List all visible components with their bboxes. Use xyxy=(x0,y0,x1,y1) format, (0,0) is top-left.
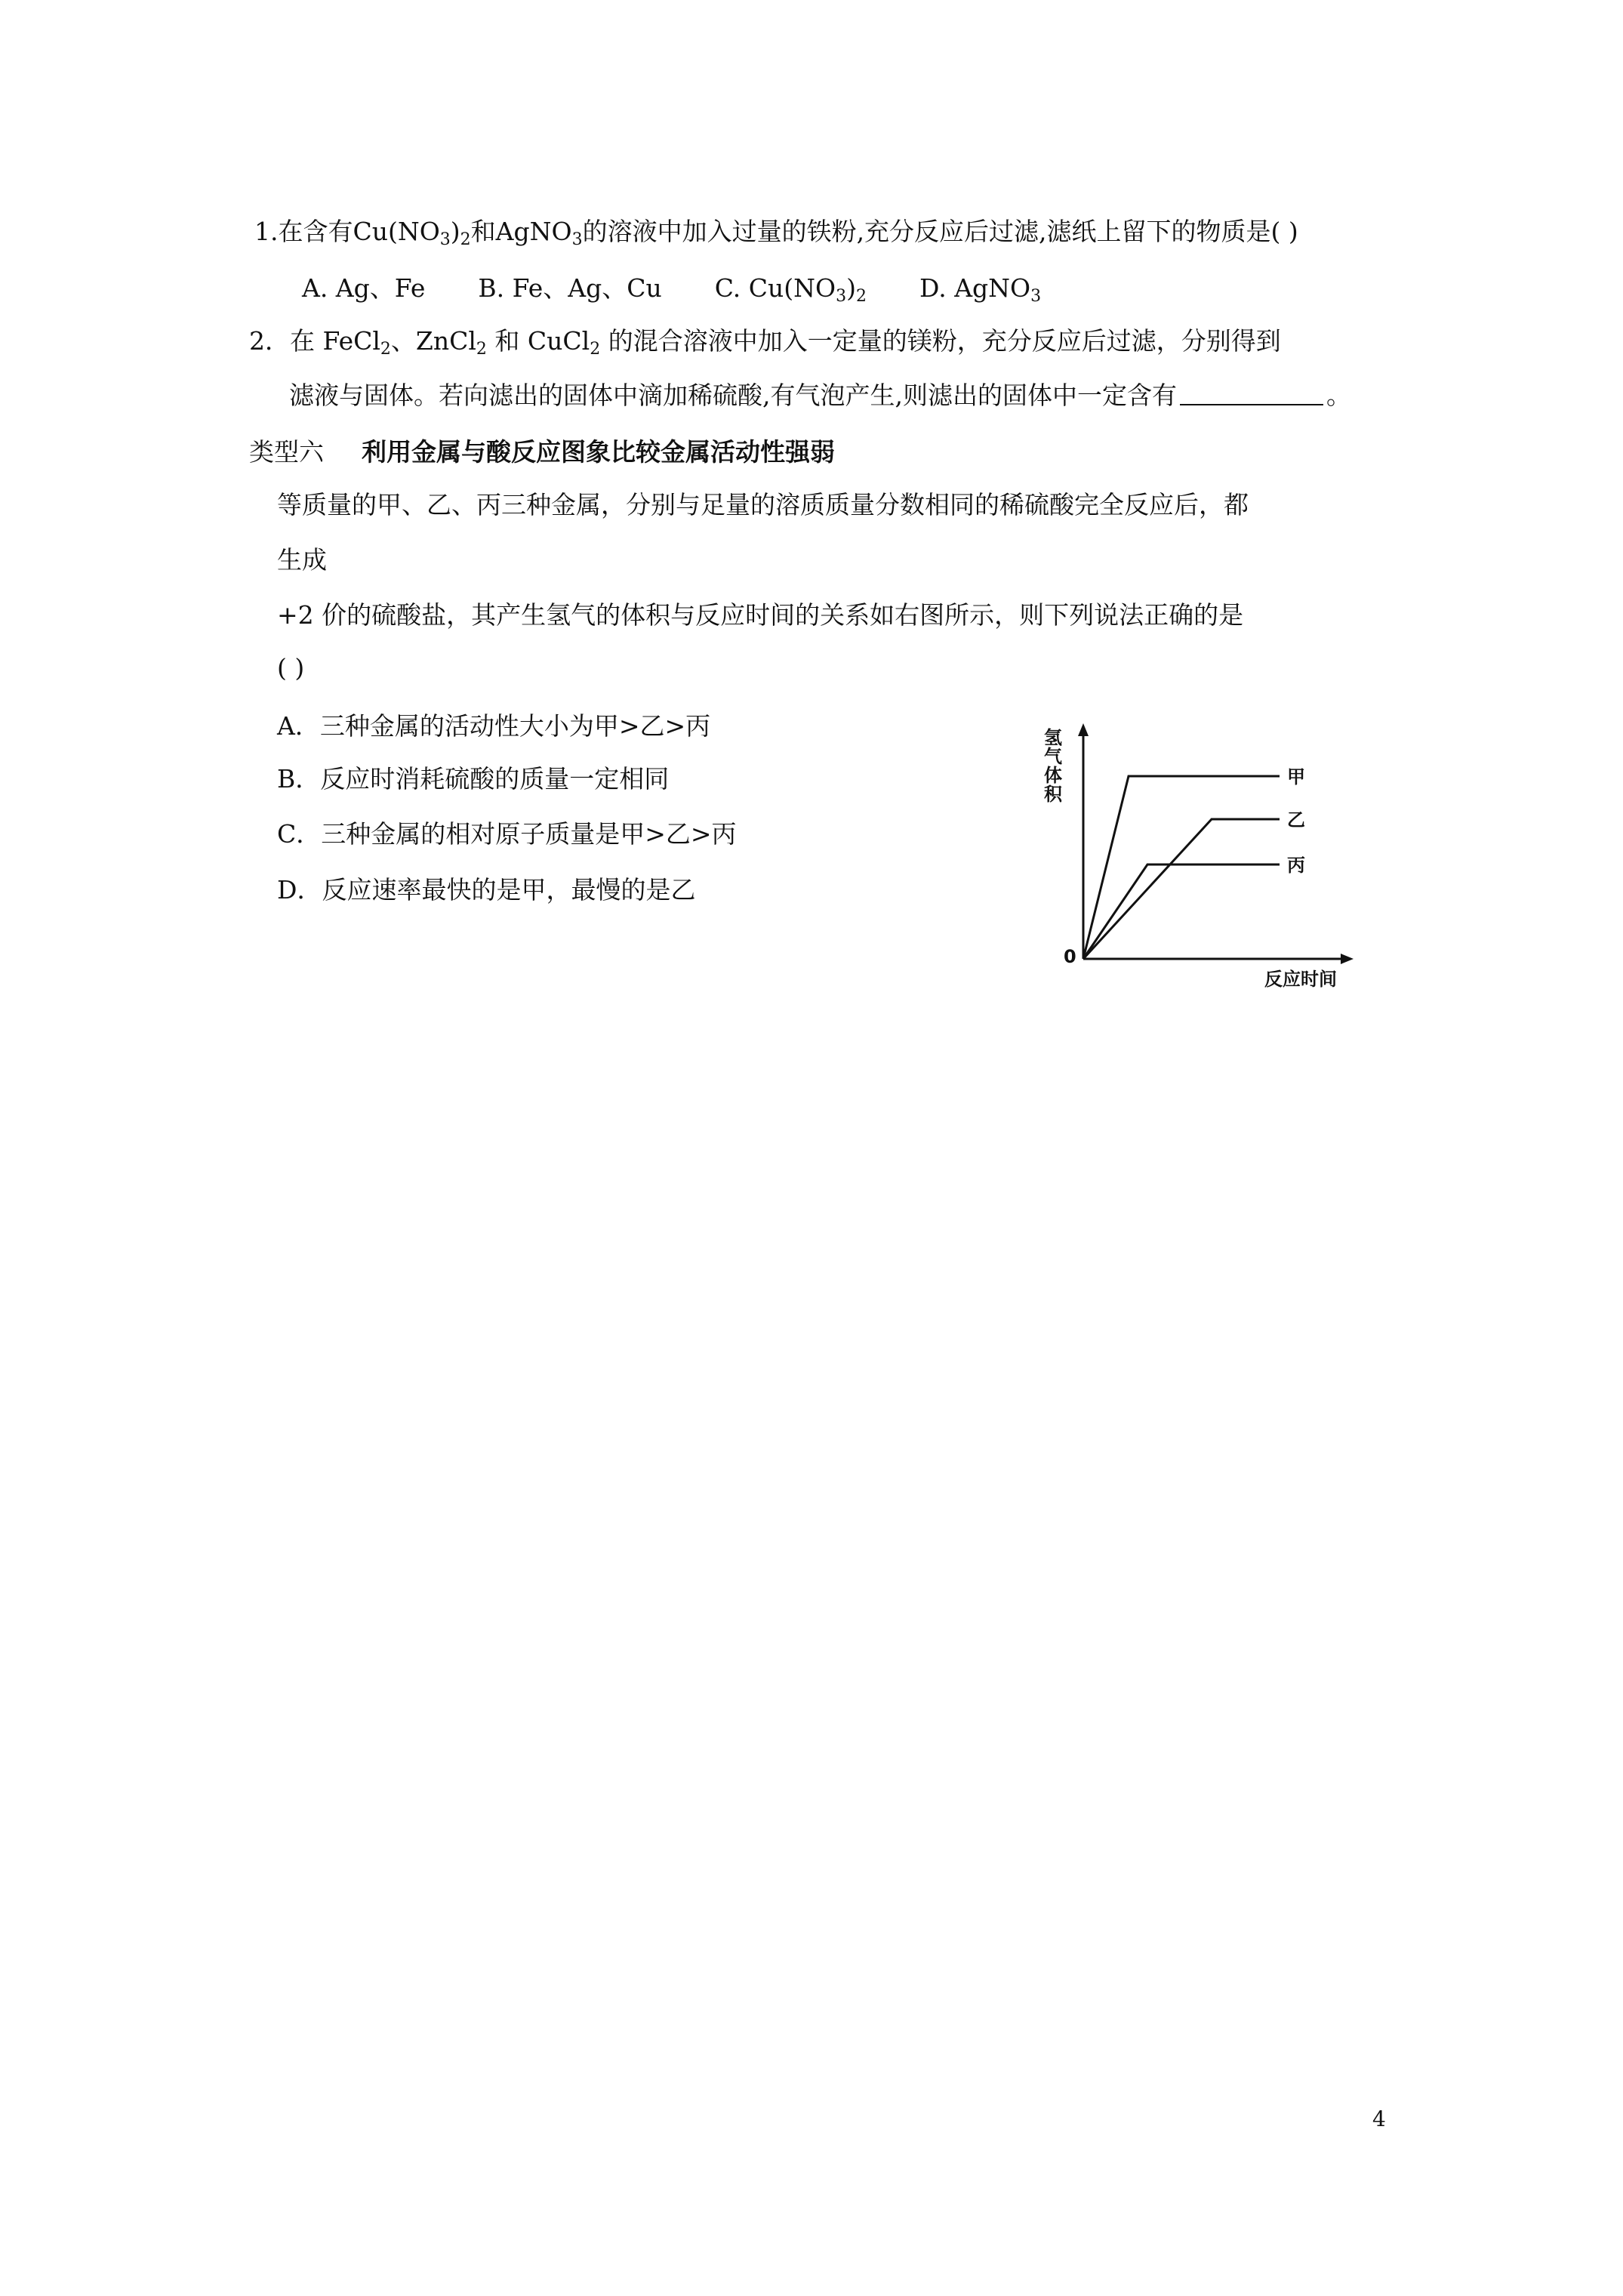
series-line-bing xyxy=(1083,864,1280,959)
q1-stem-part: 1.在含有Cu(NO xyxy=(254,217,440,246)
q1-stem-part: 和AgNO xyxy=(470,217,572,246)
q2-part: 滤液与固体。若向滤出的固体中滴加稀硫酸,有气泡产生,则滤出的固体中一定含有 xyxy=(289,381,1177,410)
series-label-yi: 乙 xyxy=(1287,809,1305,831)
q1-stem-part: 的溶液中加入过量的铁粉,充分反应后过滤,滤纸上留下的物质是( ) xyxy=(582,217,1298,246)
y-axis-arrow xyxy=(1078,723,1089,736)
subscript: 2 xyxy=(590,340,601,359)
y-label-char: 氢 xyxy=(1044,727,1062,748)
series-label-jia: 甲 xyxy=(1287,766,1305,787)
q2-part: 和 CuCl xyxy=(486,326,590,356)
subscript: 2 xyxy=(476,340,487,359)
subscript: 3 xyxy=(439,230,451,249)
q1-option-c-part: C. Cu(NO xyxy=(714,273,836,303)
y-label-char: 积 xyxy=(1044,784,1062,805)
section-heading xyxy=(249,436,835,469)
q1-option-b: B. Fe、Ag、Cu xyxy=(478,273,662,303)
y-label-char: 气 xyxy=(1044,746,1062,767)
q3-line-4: ( ) xyxy=(277,653,305,683)
q1-option-d xyxy=(919,273,1042,306)
q1-stem-part: ) xyxy=(450,217,460,246)
q3-option-d: D．反应速率最快的是甲，最慢的是乙 xyxy=(277,875,696,905)
x-label: 反应时间 xyxy=(1264,969,1337,990)
q1-option-c-part: ) xyxy=(846,273,856,303)
q3-line-1: 等质量的甲、乙、丙三种金属，分别与足量的溶质质量分数相同的稀硫酸完全反应后，都 xyxy=(277,490,1249,519)
q2-part: 、ZnCl xyxy=(390,326,476,356)
subscript: 3 xyxy=(571,230,583,249)
x-axis-arrow xyxy=(1341,954,1354,964)
q3-option-a: A．三种金属的活动性大小为甲>乙>丙 xyxy=(277,711,711,741)
q2-line-1 xyxy=(249,325,1281,358)
q2-part: 2．在 FeCl xyxy=(249,326,380,356)
q1-option-a: A. Ag、Fe xyxy=(302,273,426,303)
answer-blank[interactable] xyxy=(1180,381,1323,405)
q2-line-2 xyxy=(289,379,1351,412)
section-label: 类型六 xyxy=(249,437,324,467)
q1-option-d-part: D. AgNO xyxy=(919,273,1031,303)
series-line-jia xyxy=(1083,776,1280,959)
q1-stem xyxy=(254,215,1298,248)
hydrogen-volume-graph xyxy=(1038,721,1355,997)
subscript: 2 xyxy=(460,230,471,249)
section-title: 利用金属与酸反应图象比较金属活动性强弱 xyxy=(362,437,835,467)
origin-label: 0 xyxy=(1064,946,1076,967)
subscript: 3 xyxy=(836,287,847,306)
q2-part: 的混合溶液中加入一定量的镁粉，充分反应后过滤，分别得到 xyxy=(600,326,1281,356)
page-number: 4 xyxy=(1372,2106,1386,2131)
q3-line-2: 生成 xyxy=(277,545,327,575)
q3-option-c: C．三种金属的相对原子质量是甲>乙>丙 xyxy=(277,819,737,849)
subscript: 3 xyxy=(1030,287,1042,306)
q3-line-3: +2 价的硫酸盐，其产生氢气的体积与反应时间的关系如右图所示，则下列说法正确的是 xyxy=(277,600,1244,630)
q2-part: 。 xyxy=(1326,381,1351,410)
subscript: 2 xyxy=(380,340,391,359)
q1-option-c xyxy=(714,273,867,306)
q3-option-b: B．反应时消耗硫酸的质量一定相同 xyxy=(277,764,670,794)
series-label-bing: 丙 xyxy=(1287,855,1305,876)
q1-options xyxy=(302,272,1041,305)
y-label-char: 体 xyxy=(1044,765,1062,786)
subscript: 2 xyxy=(855,287,867,306)
